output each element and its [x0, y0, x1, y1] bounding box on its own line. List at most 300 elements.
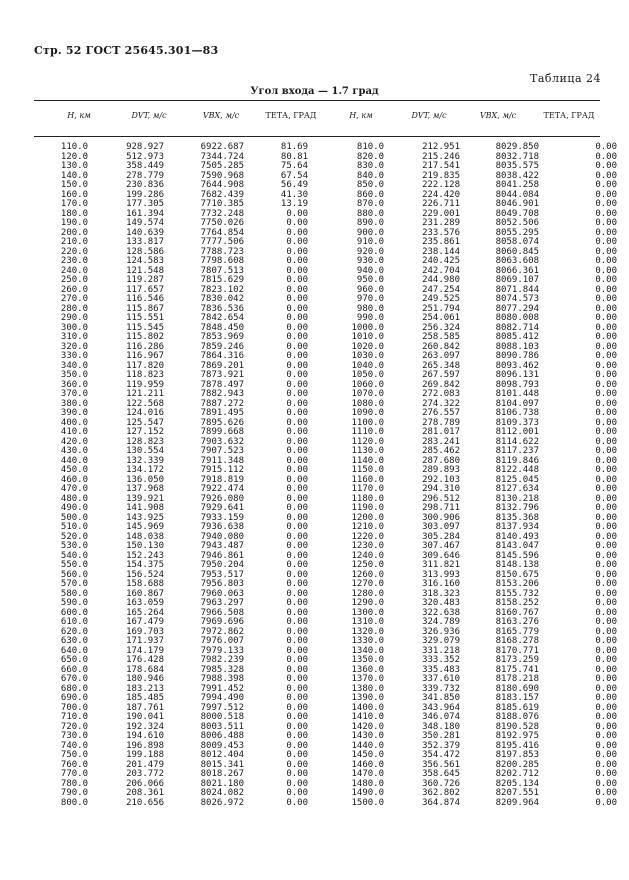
cell-dvt-2: 362.802 — [422, 788, 460, 798]
cell-teta-2: 0.00 — [595, 493, 617, 504]
cell-teta-2: 0.00 — [595, 522, 617, 532]
cell-dvt-1: 165.264 — [126, 607, 164, 618]
cell-h-1: 360.0 — [60, 379, 88, 390]
cell-h-2: 960.0 — [356, 284, 384, 295]
cell-dvt-1: 128.823 — [126, 436, 164, 447]
cell-h-2: 1410.0 — [351, 712, 384, 722]
cell-h-1: 510.0 — [60, 522, 88, 532]
cell-vbx-2: 8200.285 — [495, 759, 539, 770]
cell-vbx-2: 8209.964 — [495, 797, 539, 808]
cell-dvt-2: 296.512 — [422, 493, 460, 504]
cell-h-2: 1110.0 — [351, 427, 384, 437]
cell-teta-1: 0.00 — [286, 645, 308, 656]
cell-teta-1: 0.00 — [286, 617, 308, 627]
cell-vbx-2: 8163.276 — [495, 617, 539, 627]
cell-vbx-2: 8143.047 — [495, 541, 539, 551]
cell-vbx-1: 7887.272 — [200, 398, 244, 409]
cell-dvt-1: 125.547 — [126, 417, 164, 428]
cell-dvt-2: 254.061 — [422, 313, 460, 323]
cell-vbx-1: 7997.512 — [200, 702, 244, 713]
cell-teta-1: 0.00 — [286, 275, 308, 285]
col-header-vbx-1: VBX, м/с — [202, 111, 240, 120]
cell-h-2: 1070.0 — [351, 389, 384, 399]
cell-teta-2: 0.00 — [595, 180, 617, 190]
cell-dvt-2: 298.711 — [422, 503, 460, 513]
cell-teta-1: 0.00 — [286, 588, 308, 599]
cell-vbx-2: 8101.448 — [495, 389, 539, 399]
cell-teta-1: 0.00 — [286, 569, 308, 580]
cell-dvt-2: 276.557 — [422, 408, 460, 418]
cell-h-1: 250.0 — [60, 275, 88, 285]
cell-dvt-2: 244.980 — [422, 275, 460, 285]
cell-h-1: 270.0 — [60, 294, 88, 304]
cell-dvt-1: 176.428 — [126, 655, 164, 665]
cell-h-2: 1340.0 — [351, 645, 384, 656]
cell-teta-1: 80.81 — [280, 151, 308, 162]
cell-teta-2: 0.00 — [595, 322, 617, 333]
cell-dvt-1: 150.130 — [126, 541, 164, 551]
cell-teta-2: 0.00 — [595, 389, 617, 399]
cell-teta-2: 0.00 — [595, 721, 617, 732]
cell-dvt-2: 300.906 — [422, 512, 460, 523]
cell-dvt-1: 127.152 — [126, 427, 164, 437]
cell-h-1: 410.0 — [60, 427, 88, 437]
cell-dvt-2: 222.128 — [422, 180, 460, 190]
cell-dvt-2: 229.001 — [422, 208, 460, 219]
cell-vbx-2: 8077.294 — [495, 303, 539, 314]
cell-vbx-1: 7972.862 — [200, 626, 244, 637]
cell-h-2: 1120.0 — [351, 436, 384, 447]
cell-teta-1: 0.00 — [286, 636, 308, 646]
cell-h-2: 1010.0 — [351, 332, 384, 342]
cell-vbx-1: 7682.439 — [200, 189, 244, 200]
table-row — [34, 797, 617, 809]
cell-dvt-2: 256.324 — [422, 322, 460, 333]
cell-h-1: 540.0 — [60, 550, 88, 561]
cell-vbx-1: 7969.696 — [200, 617, 244, 627]
cell-h-1: 620.0 — [60, 626, 88, 637]
cell-h-2: 1480.0 — [351, 778, 384, 789]
cell-dvt-2: 337.610 — [422, 674, 460, 684]
cell-vbx-2: 8168.278 — [495, 636, 539, 646]
cell-teta-1: 0.00 — [286, 389, 308, 399]
cell-dvt-1: 928.927 — [126, 142, 164, 152]
cell-h-2: 880.0 — [356, 208, 384, 219]
cell-dvt-1: 196.898 — [126, 740, 164, 751]
cell-teta-2: 0.00 — [595, 465, 617, 475]
cell-teta-2: 0.00 — [595, 294, 617, 304]
cell-vbx-1: 7936.638 — [200, 522, 244, 532]
cell-vbx-2: 8060.845 — [495, 246, 539, 257]
cell-dvt-2: 356.561 — [422, 759, 460, 770]
cell-vbx-2: 8205.134 — [495, 778, 539, 789]
cell-h-2: 1440.0 — [351, 740, 384, 751]
cell-teta-1: 0.00 — [286, 512, 308, 523]
cell-vbx-2: 8197.853 — [495, 750, 539, 760]
cell-dvt-1: 199.286 — [126, 189, 164, 200]
cell-vbx-1: 7859.246 — [200, 341, 244, 352]
cell-teta-1: 0.00 — [286, 313, 308, 323]
cell-teta-2: 0.00 — [595, 398, 617, 409]
cell-dvt-2: 249.525 — [422, 294, 460, 304]
cell-teta-1: 0.00 — [286, 702, 308, 713]
cell-teta-1: 0.00 — [286, 265, 308, 276]
cell-dvt-1: 117.657 — [126, 284, 164, 295]
cell-h-1: 200.0 — [60, 227, 88, 238]
cell-teta-2: 0.00 — [595, 636, 617, 646]
cell-dvt-2: 364.874 — [422, 797, 460, 808]
cell-dvt-1: 148.038 — [126, 531, 164, 542]
cell-dvt-1: 115.802 — [126, 332, 164, 342]
cell-teta-1: 0.00 — [286, 360, 308, 371]
cell-dvt-2: 263.097 — [422, 351, 460, 361]
cell-vbx-2: 8104.097 — [495, 398, 539, 409]
cell-teta-1: 0.00 — [286, 579, 308, 589]
cell-dvt-1: 143.925 — [126, 512, 164, 523]
cell-dvt-2: 354.472 — [422, 750, 460, 760]
col-header-h-2: H, км — [349, 111, 373, 120]
cell-vbx-1: 7976.007 — [200, 636, 244, 646]
cell-vbx-1: 8026.972 — [200, 797, 244, 808]
cell-dvt-2: 331.218 — [422, 645, 460, 656]
cell-vbx-1: 7895.626 — [200, 417, 244, 428]
cell-teta-1: 0.00 — [286, 227, 308, 238]
cell-dvt-2: 311.821 — [422, 560, 460, 570]
cell-h-1: 220.0 — [60, 246, 88, 257]
cell-h-1: 390.0 — [60, 408, 88, 418]
cell-vbx-1: 7950.204 — [200, 560, 244, 570]
cell-teta-1: 67.54 — [280, 170, 308, 181]
cell-teta-1: 0.00 — [286, 522, 308, 532]
cell-teta-2: 0.00 — [595, 683, 617, 694]
cell-h-1: 140.0 — [60, 170, 88, 181]
table-body — [34, 142, 617, 808]
cell-teta-1: 0.00 — [286, 531, 308, 542]
cell-vbx-2: 8153.206 — [495, 579, 539, 589]
cell-h-1: 750.0 — [60, 750, 88, 760]
cell-teta-2: 0.00 — [595, 484, 617, 494]
cell-teta-1: 0.00 — [286, 484, 308, 494]
cell-dvt-2: 258.585 — [422, 332, 460, 342]
cell-dvt-1: 169.703 — [126, 626, 164, 637]
cell-vbx-1: 7929.641 — [200, 503, 244, 513]
cell-vbx-1: 7994.490 — [200, 693, 244, 703]
cell-h-1: 430.0 — [60, 446, 88, 456]
cell-vbx-1: 7750.026 — [200, 218, 244, 228]
cell-h-1: 690.0 — [60, 693, 88, 703]
cell-teta-1: 0.00 — [286, 417, 308, 428]
cell-vbx-1: 7764.854 — [200, 227, 244, 238]
cell-h-2: 940.0 — [356, 265, 384, 276]
cell-h-2: 1200.0 — [351, 512, 384, 523]
cell-vbx-2: 8150.675 — [495, 569, 539, 580]
cell-h-2: 1140.0 — [351, 455, 384, 466]
cell-vbx-1: 7956.803 — [200, 579, 244, 589]
cell-dvt-1: 206.066 — [126, 778, 164, 789]
cell-h-2: 1170.0 — [351, 484, 384, 494]
cell-h-2: 850.0 — [356, 180, 384, 190]
cell-dvt-1: 137.968 — [126, 484, 164, 494]
cell-teta-1: 0.00 — [286, 294, 308, 304]
cell-teta-2: 0.00 — [595, 303, 617, 314]
cell-vbx-1: 7933.159 — [200, 512, 244, 523]
cell-vbx-2: 8069.107 — [495, 275, 539, 285]
cell-h-2: 840.0 — [356, 170, 384, 181]
cell-dvt-2: 217.541 — [422, 161, 460, 171]
cell-teta-2: 0.00 — [595, 645, 617, 656]
cell-vbx-2: 8135.368 — [495, 512, 539, 523]
cell-dvt-2: 322.638 — [422, 607, 460, 618]
cell-teta-1: 0.00 — [286, 398, 308, 409]
cell-teta-2: 0.00 — [595, 626, 617, 637]
cell-dvt-1: 187.761 — [126, 702, 164, 713]
cell-teta-1: 0.00 — [286, 778, 308, 789]
cell-h-2: 1360.0 — [351, 664, 384, 675]
cell-h-2: 1080.0 — [351, 398, 384, 409]
cell-h-2: 1390.0 — [351, 693, 384, 703]
cell-h-1: 150.0 — [60, 180, 88, 190]
cell-dvt-1: 119.287 — [126, 275, 164, 285]
cell-vbx-1: 7891.495 — [200, 408, 244, 418]
cell-h-2: 1220.0 — [351, 531, 384, 542]
cell-h-1: 730.0 — [60, 731, 88, 741]
cell-teta-2: 0.00 — [595, 436, 617, 447]
cell-teta-1: 0.00 — [286, 693, 308, 703]
cell-h-1: 770.0 — [60, 769, 88, 779]
cell-vbx-1: 7991.452 — [200, 683, 244, 694]
cell-vbx-2: 8046.901 — [495, 199, 539, 209]
cell-teta-2: 0.00 — [595, 579, 617, 589]
cell-teta-2: 0.00 — [595, 503, 617, 513]
cell-vbx-2: 8178.218 — [495, 674, 539, 684]
cell-dvt-1: 130.554 — [126, 446, 164, 456]
cell-h-2: 1160.0 — [351, 474, 384, 485]
cell-teta-1: 0.00 — [286, 246, 308, 257]
cell-h-1: 230.0 — [60, 256, 88, 266]
cell-vbx-1: 7907.523 — [200, 446, 244, 456]
cell-teta-1: 0.00 — [286, 332, 308, 342]
cell-h-1: 520.0 — [60, 531, 88, 542]
cell-h-2: 1400.0 — [351, 702, 384, 713]
cell-h-1: 710.0 — [60, 712, 88, 722]
cell-vbx-1: 7815.629 — [200, 275, 244, 285]
cell-dvt-2: 318.323 — [422, 588, 460, 599]
cell-vbx-2: 8038.422 — [495, 170, 539, 181]
cell-teta-2: 0.00 — [595, 674, 617, 684]
cell-dvt-2: 320.483 — [422, 598, 460, 608]
cell-teta-2: 0.00 — [595, 598, 617, 608]
cell-h-2: 1380.0 — [351, 683, 384, 694]
cell-vbx-1: 7644.908 — [200, 180, 244, 190]
cell-vbx-1: 7953.517 — [200, 569, 244, 580]
cell-dvt-1: 156.524 — [126, 569, 164, 580]
cell-vbx-1: 7777.506 — [200, 237, 244, 247]
cell-teta-1: 56.49 — [280, 180, 308, 190]
cell-vbx-2: 8088.103 — [495, 341, 539, 352]
cell-teta-2: 0.00 — [595, 284, 617, 295]
cell-teta-1: 0.00 — [286, 683, 308, 694]
cell-dvt-2: 247.254 — [422, 284, 460, 295]
cell-vbx-1: 8006.488 — [200, 731, 244, 741]
cell-teta-2: 0.00 — [595, 655, 617, 665]
cell-dvt-2: 335.483 — [422, 664, 460, 675]
cell-dvt-1: 116.967 — [126, 351, 164, 361]
cell-vbx-2: 8114.622 — [495, 436, 539, 447]
cell-teta-1: 0.00 — [286, 797, 308, 808]
cell-h-1: 800.0 — [60, 797, 88, 808]
cell-vbx-2: 8041.258 — [495, 180, 539, 190]
cell-h-1: 440.0 — [60, 455, 88, 466]
cell-dvt-2: 267.597 — [422, 370, 460, 380]
cell-teta-2: 0.00 — [595, 237, 617, 247]
cell-teta-1: 0.00 — [286, 303, 308, 314]
cell-dvt-2: 294.310 — [422, 484, 460, 494]
cell-vbx-1: 7979.133 — [200, 645, 244, 656]
cell-dvt-2: 316.160 — [422, 579, 460, 589]
cell-teta-2: 0.00 — [595, 740, 617, 751]
cell-teta-1: 0.00 — [286, 427, 308, 437]
cell-dvt-2: 260.842 — [422, 341, 460, 352]
cell-h-1: 260.0 — [60, 284, 88, 295]
col-header-vbx-2: VBX, м/с — [479, 111, 517, 120]
cell-teta-2: 0.00 — [595, 246, 617, 257]
cell-dvt-2: 251.794 — [422, 303, 460, 314]
cell-teta-2: 0.00 — [595, 189, 617, 200]
cell-h-1: 170.0 — [60, 199, 88, 209]
cell-dvt-2: 324.789 — [422, 617, 460, 627]
cell-dvt-1: 141.908 — [126, 503, 164, 513]
cell-h-1: 210.0 — [60, 237, 88, 247]
cell-teta-2: 0.00 — [595, 702, 617, 713]
cell-vbx-1: 7918.819 — [200, 474, 244, 485]
cell-h-2: 1190.0 — [351, 503, 384, 513]
cell-vbx-1: 8024.082 — [200, 788, 244, 798]
cell-teta-2: 0.00 — [595, 531, 617, 542]
cell-teta-2: 0.00 — [595, 227, 617, 238]
cell-dvt-2: 285.462 — [422, 446, 460, 456]
cell-h-1: 500.0 — [60, 512, 88, 523]
cell-vbx-2: 8180.690 — [495, 683, 539, 694]
cell-h-2: 1050.0 — [351, 370, 384, 380]
cell-teta-1: 0.00 — [286, 446, 308, 456]
cell-teta-1: 0.00 — [286, 474, 308, 485]
cell-teta-1: 0.00 — [286, 218, 308, 228]
cell-teta-1: 0.00 — [286, 436, 308, 447]
cell-h-1: 320.0 — [60, 341, 88, 352]
cell-vbx-1: 7882.943 — [200, 389, 244, 399]
cell-teta-2: 0.00 — [595, 341, 617, 352]
cell-h-2: 1420.0 — [351, 721, 384, 732]
cell-dvt-2: 219.835 — [422, 170, 460, 181]
cell-dvt-2: 238.144 — [422, 246, 460, 257]
cell-vbx-1: 7830.042 — [200, 294, 244, 304]
cell-vbx-1: 6922.687 — [200, 142, 244, 152]
cell-dvt-1: 115.551 — [126, 313, 164, 323]
cell-vbx-2: 8183.157 — [495, 693, 539, 703]
cell-teta-2: 0.00 — [595, 569, 617, 580]
cell-dvt-2: 307.467 — [422, 541, 460, 551]
cell-h-1: 580.0 — [60, 588, 88, 599]
cell-h-1: 470.0 — [60, 484, 88, 494]
cell-teta-2: 0.00 — [595, 275, 617, 285]
cell-dvt-1: 190.041 — [126, 712, 164, 722]
cell-dvt-1: 136.050 — [126, 474, 164, 485]
cell-teta-1: 41.30 — [280, 189, 308, 200]
cell-h-2: 990.0 — [356, 313, 384, 323]
cell-h-2: 1000.0 — [351, 322, 384, 333]
cell-dvt-2: 269.842 — [422, 379, 460, 390]
cell-h-1: 740.0 — [60, 740, 88, 751]
cell-teta-2: 0.00 — [595, 512, 617, 523]
cell-vbx-2: 8158.252 — [495, 598, 539, 608]
cell-dvt-2: 272.083 — [422, 389, 460, 399]
cell-teta-2: 0.00 — [595, 170, 617, 181]
cell-vbx-1: 7823.102 — [200, 284, 244, 295]
cell-dvt-1: 154.375 — [126, 560, 164, 570]
cell-vbx-2: 8093.462 — [495, 360, 539, 371]
cell-teta-1: 0.00 — [286, 379, 308, 390]
cell-dvt-2: 233.576 — [422, 227, 460, 238]
cell-vbx-1: 7732.248 — [200, 208, 244, 219]
cell-vbx-1: 7842.654 — [200, 313, 244, 323]
cell-h-1: 560.0 — [60, 569, 88, 580]
cell-teta-2: 0.00 — [595, 360, 617, 371]
cell-vbx-1: 7899.668 — [200, 427, 244, 437]
cell-teta-1: 0.00 — [286, 237, 308, 247]
cell-dvt-1: 199.188 — [126, 750, 164, 760]
cell-vbx-1: 7985.328 — [200, 664, 244, 675]
cell-dvt-1: 122.568 — [126, 398, 164, 409]
cell-h-1: 340.0 — [60, 360, 88, 371]
cell-vbx-1: 7922.474 — [200, 484, 244, 494]
cell-h-1: 370.0 — [60, 389, 88, 399]
cell-teta-1: 0.00 — [286, 626, 308, 637]
cell-h-2: 1500.0 — [351, 797, 384, 808]
cell-h-2: 1060.0 — [351, 379, 384, 390]
cell-dvt-2: 313.993 — [422, 569, 460, 580]
cell-teta-2: 0.00 — [595, 778, 617, 789]
cell-teta-1: 0.00 — [286, 351, 308, 361]
cell-dvt-1: 116.286 — [126, 341, 164, 352]
cell-vbx-2: 8137.934 — [495, 522, 539, 532]
cell-dvt-2: 329.079 — [422, 636, 460, 646]
cell-dvt-1: 177.305 — [126, 199, 164, 209]
cell-teta-1: 0.00 — [286, 541, 308, 551]
cell-dvt-1: 115.867 — [126, 303, 164, 314]
cell-dvt-1: 194.610 — [126, 731, 164, 741]
cell-h-1: 380.0 — [60, 398, 88, 409]
cell-teta-2: 0.00 — [595, 199, 617, 209]
cell-h-2: 930.0 — [356, 256, 384, 266]
cell-h-1: 180.0 — [60, 208, 88, 219]
cell-dvt-1: 140.639 — [126, 227, 164, 238]
cell-dvt-2: 226.711 — [422, 199, 460, 209]
cell-vbx-2: 8155.732 — [495, 588, 539, 599]
cell-teta-2: 0.00 — [595, 455, 617, 466]
cell-vbx-2: 8071.844 — [495, 284, 539, 295]
cell-vbx-2: 8035.575 — [495, 161, 539, 171]
cell-vbx-1: 7903.632 — [200, 436, 244, 447]
cell-h-2: 1180.0 — [351, 493, 384, 504]
table-subtitle: Угол входа — 1.7 град — [250, 86, 379, 97]
cell-vbx-1: 7590.968 — [200, 170, 244, 181]
cell-dvt-2: 242.704 — [422, 265, 460, 276]
cell-vbx-2: 8052.506 — [495, 218, 539, 228]
cell-h-2: 870.0 — [356, 199, 384, 209]
cell-dvt-1: 149.574 — [126, 218, 164, 228]
cell-teta-2: 0.00 — [595, 797, 617, 808]
cell-teta-1: 0.00 — [286, 788, 308, 798]
